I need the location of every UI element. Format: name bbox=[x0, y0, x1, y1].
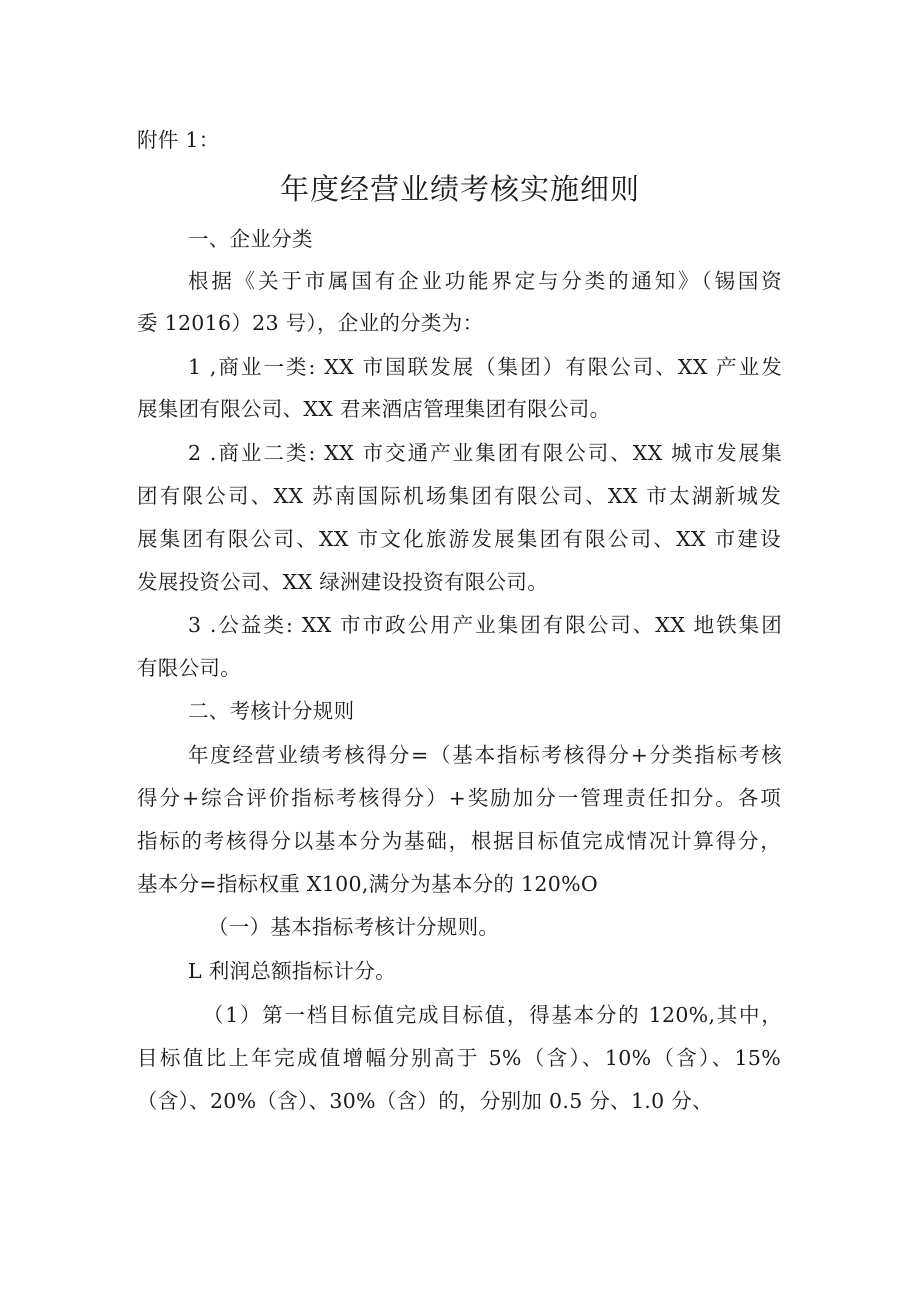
paragraph-line: 委 12016）23 号），企业的分类为： bbox=[137, 311, 484, 335]
paragraph-line: 发展投资公司、XX 绿洲建设投资有限公司。 bbox=[137, 570, 549, 594]
paragraph-line: L 利润总额指标计分。 bbox=[188, 959, 396, 983]
paragraph-line: 2 .商业二类: XX 市交通产业集团有限公司、XX 城市发展集 bbox=[188, 441, 782, 465]
paragraph-line: 1 ,商业一类: XX 市国联发展（集团）有限公司、XX 产业发 bbox=[188, 355, 782, 379]
document-title: 年度经营业绩考核实施细则 bbox=[279, 172, 640, 206]
subsection-heading: （一）基本指标考核计分规则。 bbox=[208, 915, 500, 939]
paragraph-line: 展集团有限公司、XX 君来酒店管理集团有限公司。 bbox=[137, 397, 611, 421]
section-heading: 二、考核计分规则 bbox=[188, 699, 355, 723]
paragraph-line: 根据《关于市属国有企业功能界定与分类的通知》（锡国资 bbox=[188, 269, 782, 293]
paragraph-line: 基本分=指标权重 X100,满分为基本分的 120%O bbox=[137, 872, 598, 896]
paragraph-line: 目标值比上年完成值增幅分别高于 5%（含）、10%（含）、15% bbox=[137, 1046, 781, 1070]
paragraph-line: 展集团有限公司、XX 市文化旅游发展集团有限公司、XX 市建设 bbox=[137, 527, 781, 551]
paragraph-line: 团有限公司、XX 苏南国际机场集团有限公司、XX 市太湖新城发 bbox=[137, 484, 781, 508]
paragraph-line: 3 .公益类: XX 市市政公用产业集团有限公司、XX 地铁集团 bbox=[188, 613, 782, 637]
paragraph-line: 有限公司。 bbox=[137, 656, 241, 680]
paragraph-line: （含）、20%（含）、30%（含）的，分别加 0.5 分、1.0 分、 bbox=[137, 1089, 713, 1113]
attachment-label: 附件 1： bbox=[137, 128, 220, 152]
paragraph-line: （1）第一档目标值完成目标值，得基本分的 120%,其中， bbox=[203, 1003, 782, 1027]
paragraph-line: 年度经营业绩考核得分=（基本指标考核得分+分类指标考核 bbox=[188, 743, 782, 767]
section-heading: 一、企业分类 bbox=[188, 227, 313, 251]
paragraph-line: 指标的考核得分以基本分为基础，根据目标值完成情况计算得分， bbox=[137, 829, 781, 853]
paragraph-line: 得分+综合评价指标考核得分）+奖励加分一管理责任扣分。各项 bbox=[137, 786, 781, 810]
